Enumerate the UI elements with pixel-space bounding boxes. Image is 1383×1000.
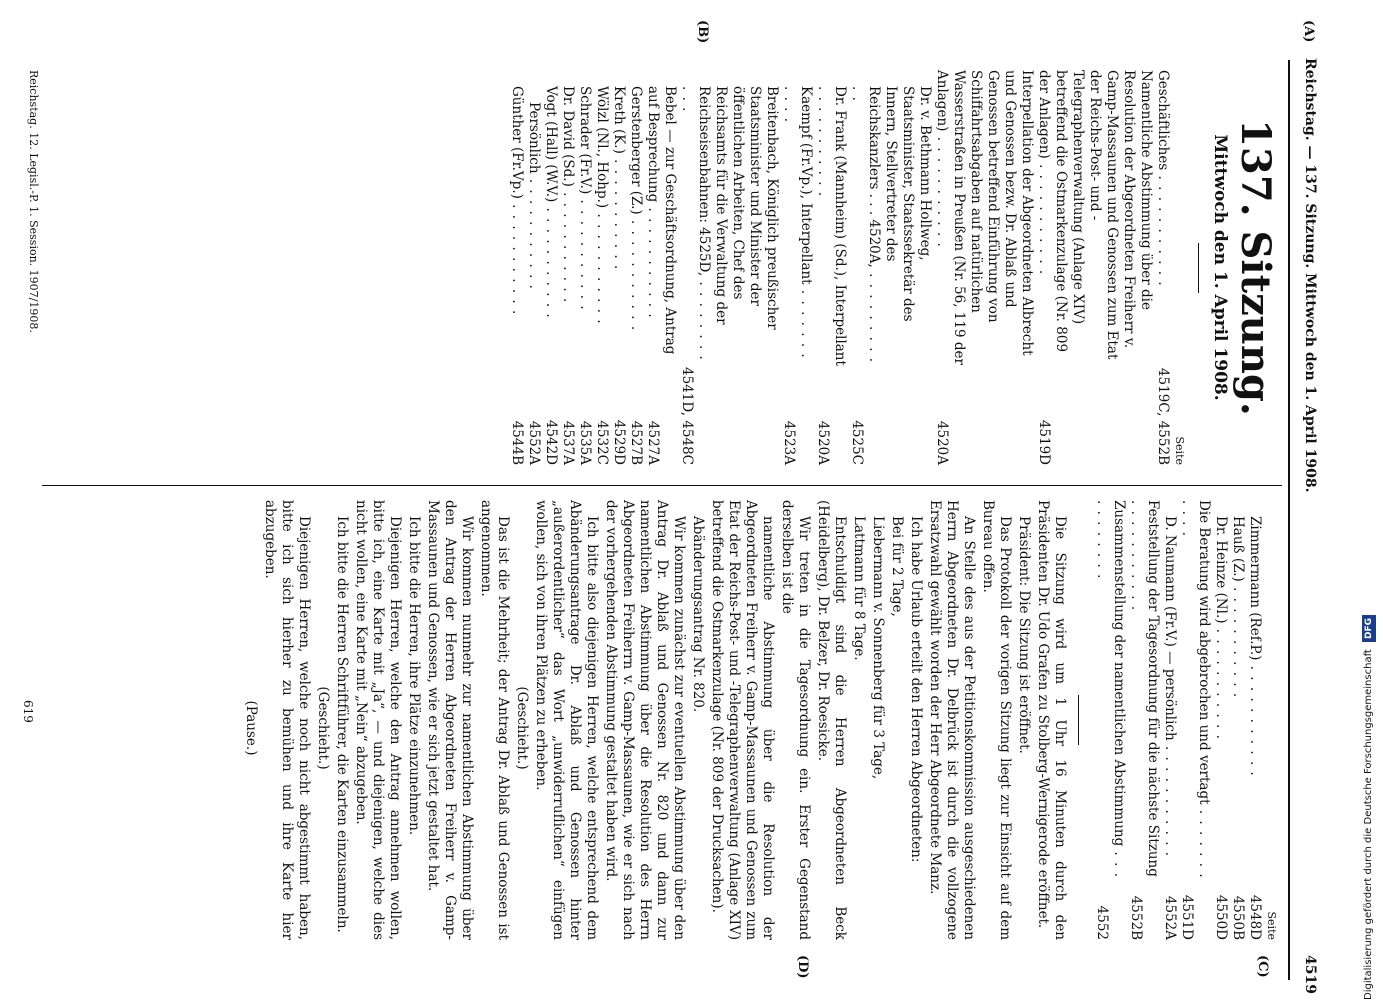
contents-table-continued [1093,500,1263,940]
proceedings-paragraph: Ich habe Urlaub erteilt den Herren Abgeordneten: [908,516,924,863]
contents-entry-text: Dr. Heinze (Nl.) [1213,516,1229,624]
contents-entry-page: 4552B [1128,895,1144,940]
proceedings-paragraph: Die Sitzung wird um 1 Uhr 16 Minuten durch den Präsidenten Dr. Udo Grafen zu Stolberg-Wernigerode eröffnet. [1035,500,1068,940]
contents-entry [1035,70,1154,465]
session-title: 137. Sitzung. [1232,119,1279,416]
seite-label: Seite [1173,436,1186,465]
proceedings-paragraph: (Pause.) [243,700,259,756]
contents-entry-page: 4551D [1179,894,1195,940]
contents-entry-page: 4527B [628,420,644,465]
page-footer [27,70,40,465]
contents-entry [678,70,780,465]
contents-entry [1246,500,1263,940]
contents-entry [933,70,1035,465]
contents-entry [627,70,644,465]
proceedings-paragraph: namentliche Abstimmung über die Resolution der Abgeordneten Freiherr v. Gamp-Massaunen und Genossen zum Etat der Reichs-Post- und -Telegraphenverwaltung (Anlage XIV) betreffend die Ostmarkenzulage (Nr. 809 der Drucksachen). [709,500,776,940]
contents-entry-page: 4541D, 4548C [679,367,695,465]
leader-dots [526,174,542,290]
leader-dots [1128,500,1144,611]
leader-dots [1230,582,1246,698]
running-header [1294,20,1318,994]
contents-entry-page: 4552 [1094,905,1110,940]
contents-entry-page: 4520A [934,420,950,465]
contents-entry [525,70,542,465]
contents-entry-page: 4523A [781,420,797,465]
contents-entry-text: Feststellung der Tagesordnung für die nächste Sitzung [1145,500,1161,877]
margin-marker-d: (D) [795,955,810,979]
running-header-text: Reichstag. — 137. Sitzung. Mittwoch den 1. April 1908. [1302,58,1318,493]
contents-entry [1154,70,1171,465]
contents-entry [1127,500,1161,940]
session-date: Mittwoch den 1. April 1908. [1210,134,1230,401]
contents-entry-page: 4552A [1162,895,1178,940]
header-rule [1288,60,1290,980]
contents-entry [1093,500,1127,940]
contents-entry-text: Bebel — zur Geschäftsordnung, Antrag auf Besprechung [645,86,678,355]
leader-dots [1036,159,1052,275]
dfg-logo: DFG [1362,615,1376,642]
contents-entry-text: Persönlich [526,102,542,174]
contents-entry [610,70,627,465]
contents-entry [1178,500,1212,940]
contents-entry-text: Dr. Frank (Mannheim) (Sd.), Interpellant [832,86,848,366]
contents-entry-text: Geschäftliches [1155,70,1171,171]
contents-entry [1161,500,1178,940]
contents-entry-page: 4527A [645,420,661,465]
proceedings-paragraph: An Stelle des aus der Petitionskommission ausgeschiedenen Herrn Abgeordneten Dr. Delbrück ist durch die vollzogene Ersatzwahl gewählt worden der Herr Abgeordnete Manz. [927,500,977,940]
contents-entry-page: 4535A [577,420,593,465]
leader-dots [628,215,644,331]
margin-marker-b: (B) [695,20,710,44]
leader-dots [1213,624,1229,740]
contents-entry-page: 4542D [543,419,559,465]
contents-entry-text: Hauß (Z.) [1230,516,1246,582]
contents-entry [644,70,678,465]
proceedings-paragraph: Das ist die Mehrheit; der Antrag Dr. Ablaß und Genossen ist angenommen. [478,500,511,940]
contents-entry-text: Zimmermann (Ref.P.) [1247,516,1263,661]
leader-dots [815,86,831,197]
contents-entry-page: 4520A [815,420,831,465]
contents-table [508,70,1171,465]
contents-entry-text: Wölzl (Nl., Hohp.) [594,86,610,209]
leader-dots [509,199,525,315]
contents-entry [508,70,525,465]
leader-dots [560,187,576,303]
proceedings-paragraph: Wir treten in die Tagesordnung ein. Erster Gegenstand derselben ist die [779,500,812,940]
proceedings-paragraph: Bei für 2 Tage, [889,516,905,617]
contents-entry-page: 4519C, 4552B [1155,367,1171,465]
contents-entry-page: 4548D [1247,894,1263,940]
contents-entry-text: Zusammenstellung der namentlichen Abstimmung [1111,500,1127,847]
proceedings-paragraph: (Geschieht.) [514,686,530,770]
contents-entry-page: 4544B [509,420,525,465]
contents-entry-text: Interpellation der Abgeordneten Albrecht und Genossen bezw. Dr. Ablaß und Genossen betreffend Einführung von Schiffahrtsabgaben auf natürlichen Wasserstraßen in Preußen (Nr. 56, 119 der Anlagen) [934,70,1035,365]
leader-dots [1162,741,1178,857]
leader-dots [645,202,661,318]
margin-marker-c: (C) [1255,955,1270,978]
proceedings-paragraph: Wir kommen zunächst zur eventuellen Abstimmung über den Antrag Dr. Ablaß und Genossen Nr. 820 und dann zur namentlichen Abstimmung über die Resolution des Herrn Abgeordneten Freiherrn v. Gamp-Massaunen, wie er sich nach der vorhergehenden Abstimmung gestaltet haben wird. [603,500,687,940]
contents-entry-text: Breitenbach, Königlich preußischer Staatsminister und Minister der öffentlichen Arbeiten, Chef des Reichsamts für die Verwaltung der Reichseisenbahnen: 4525D, [696,86,780,330]
proceedings-paragraph: Präsident: Die Sitzung ist eröffnet. [1016,516,1032,754]
left-column [508,70,1280,465]
margin-marker-a: (A) [1301,20,1316,43]
dfg-sidebar [1358,610,1380,1000]
leader-dots [934,131,950,247]
leader-dots [594,208,610,324]
proceedings-paragraph: Ich bitte also diejenigen Herren, welche entsprechend dem Abänderungsantrage Dr. Ablaß und Genossen hinter „außerordentlicher“ das Wort „unwiderruflichen“ einfügen wollen, sich von ihren Plätzen zu erheben. [533,500,600,940]
contents-entry [593,70,610,465]
seite-label-right: Seite [1265,911,1278,940]
proceedings-paragraph: Ich bitte die Herren Schriftführer, die Karten einzusammeln. [334,516,350,933]
running-header-page: 4519 [1302,955,1318,994]
contents-entry [576,70,593,465]
right-column [240,500,1280,940]
contents-entry [848,70,933,465]
section-rule [1078,695,1079,745]
column-divider [42,485,1282,486]
leader-dots [1155,170,1171,286]
proceedings-paragraph: Das Protokoll der vorigen Sitzung liegt zur Einsicht auf dem Bureau offen. [980,500,1013,940]
proceedings-paragraph: Diejenigen Herren, welche noch nicht abgestimmt haben, bitte ich sich hierher zu bemühen und ihre Karte hier abzugeben. [262,500,312,940]
leader-dots [577,194,593,310]
contents-entry-text: D. Naumann (Fr.V.) — persönlich [1162,516,1178,741]
contents-entry-text: Vogt (Hall) (W.V.) [543,86,559,203]
contents-entry [559,70,576,465]
contents-entry [814,70,848,465]
contents-entry-text: Die Beratung wird abgebrochen und vertagt [1196,500,1212,805]
leader-dots [611,154,627,270]
proceedings-text [242,500,1068,940]
contents-entry [1212,500,1229,940]
contents-entry-text: Namentliche Abstimmung über die Resolution der Abgeordneten Freiherr v. Gamp-Massaunen und Genossen zum Etat der Reichs-Post- und -Telegraphenverwaltung (Anlage XIV) betreffend die Ostmarkenzulage (Nr. 809 der Anlagen) [1036,70,1154,360]
contents-entry-text: Dr. v. Bethmann Hollweg, Staatsminister, Staatssekretär des Innern, Stellvertreter des Reichskanzlers . . . 4520A, [866,86,933,322]
contents-entry [780,70,814,465]
contents-entry-page: 4550D [1213,894,1229,940]
contents-entry-page: 4525C [849,420,865,465]
proceedings-paragraph: Entschuldigt sind die Herren Abgeordneten Beck (Heidelberg), Dr. Belzer, Dr. Roesicke. [815,500,848,940]
proceedings-paragraph: Ich bitte die Herren, ihre Plätze einzunehmen. [406,516,422,836]
proceedings-paragraph: Lattmann für 8 Tage. [851,516,867,661]
contents-entry [1229,500,1246,940]
contents-entry-page: 4529D [611,419,627,465]
contents-entry-text: Schrader (Fr.V.) [577,86,593,195]
contents-entry-text: Kaempf (Fr.Vp.), Interpellant [798,86,814,285]
proceedings-paragraph: Wir kommen nunmehr zur namentlichen Abstimmung über den Antrag der Herren Abgeordneten Freiherr v. Gamp-Massaunen und Genossen, wie er sich jetzt gestaltet hat. [425,500,475,940]
leader-dots [1247,660,1263,776]
footer-text: Reichstag. 12. Legisl.-P. 1. Session. 1907/1908. [27,70,40,333]
contents-entry-page: 4550B [1230,895,1246,940]
contents-entry-text: Gerstenberger (Z.) [628,86,644,215]
contents-entry-text: Günther (Fr.Vp.) [509,86,525,199]
title-rule [1198,243,1199,293]
contents-entry-text: Dr. David (Sd.) [560,86,576,187]
proceedings-paragraph: (Geschieht.) [315,686,331,770]
proceedings-paragraph: Abänderungsantrag Nr. 820. [690,516,706,713]
dfg-credit-text: Digitalisierung gefördert durch die Deutsche Forschungsgemeinschaft [1363,649,1374,1000]
proceedings-paragraph: Liebermann v. Sonnenberg für 3 Tage, [870,516,886,780]
contents-entry-page: 4532C [594,420,610,465]
leader-dots [543,202,559,318]
contents-entry-page: 4519D [1036,419,1052,465]
contents-entry-page: 4537A [560,420,576,465]
contents-entry-page: 4552A [526,420,542,465]
contents-entry-text: Kreth (K.) [611,86,627,154]
proceedings-paragraph: Diejenigen Herren, welche den Antrag annehmen wollen, bitte ich, eine Karte mit „Ja“, — und diejenigen, welche dies nicht wollen, eine Karte mit „Nein“ abzugeben. [353,500,403,940]
contents-entry [542,70,559,465]
footer-page-number: 619 [21,700,35,723]
